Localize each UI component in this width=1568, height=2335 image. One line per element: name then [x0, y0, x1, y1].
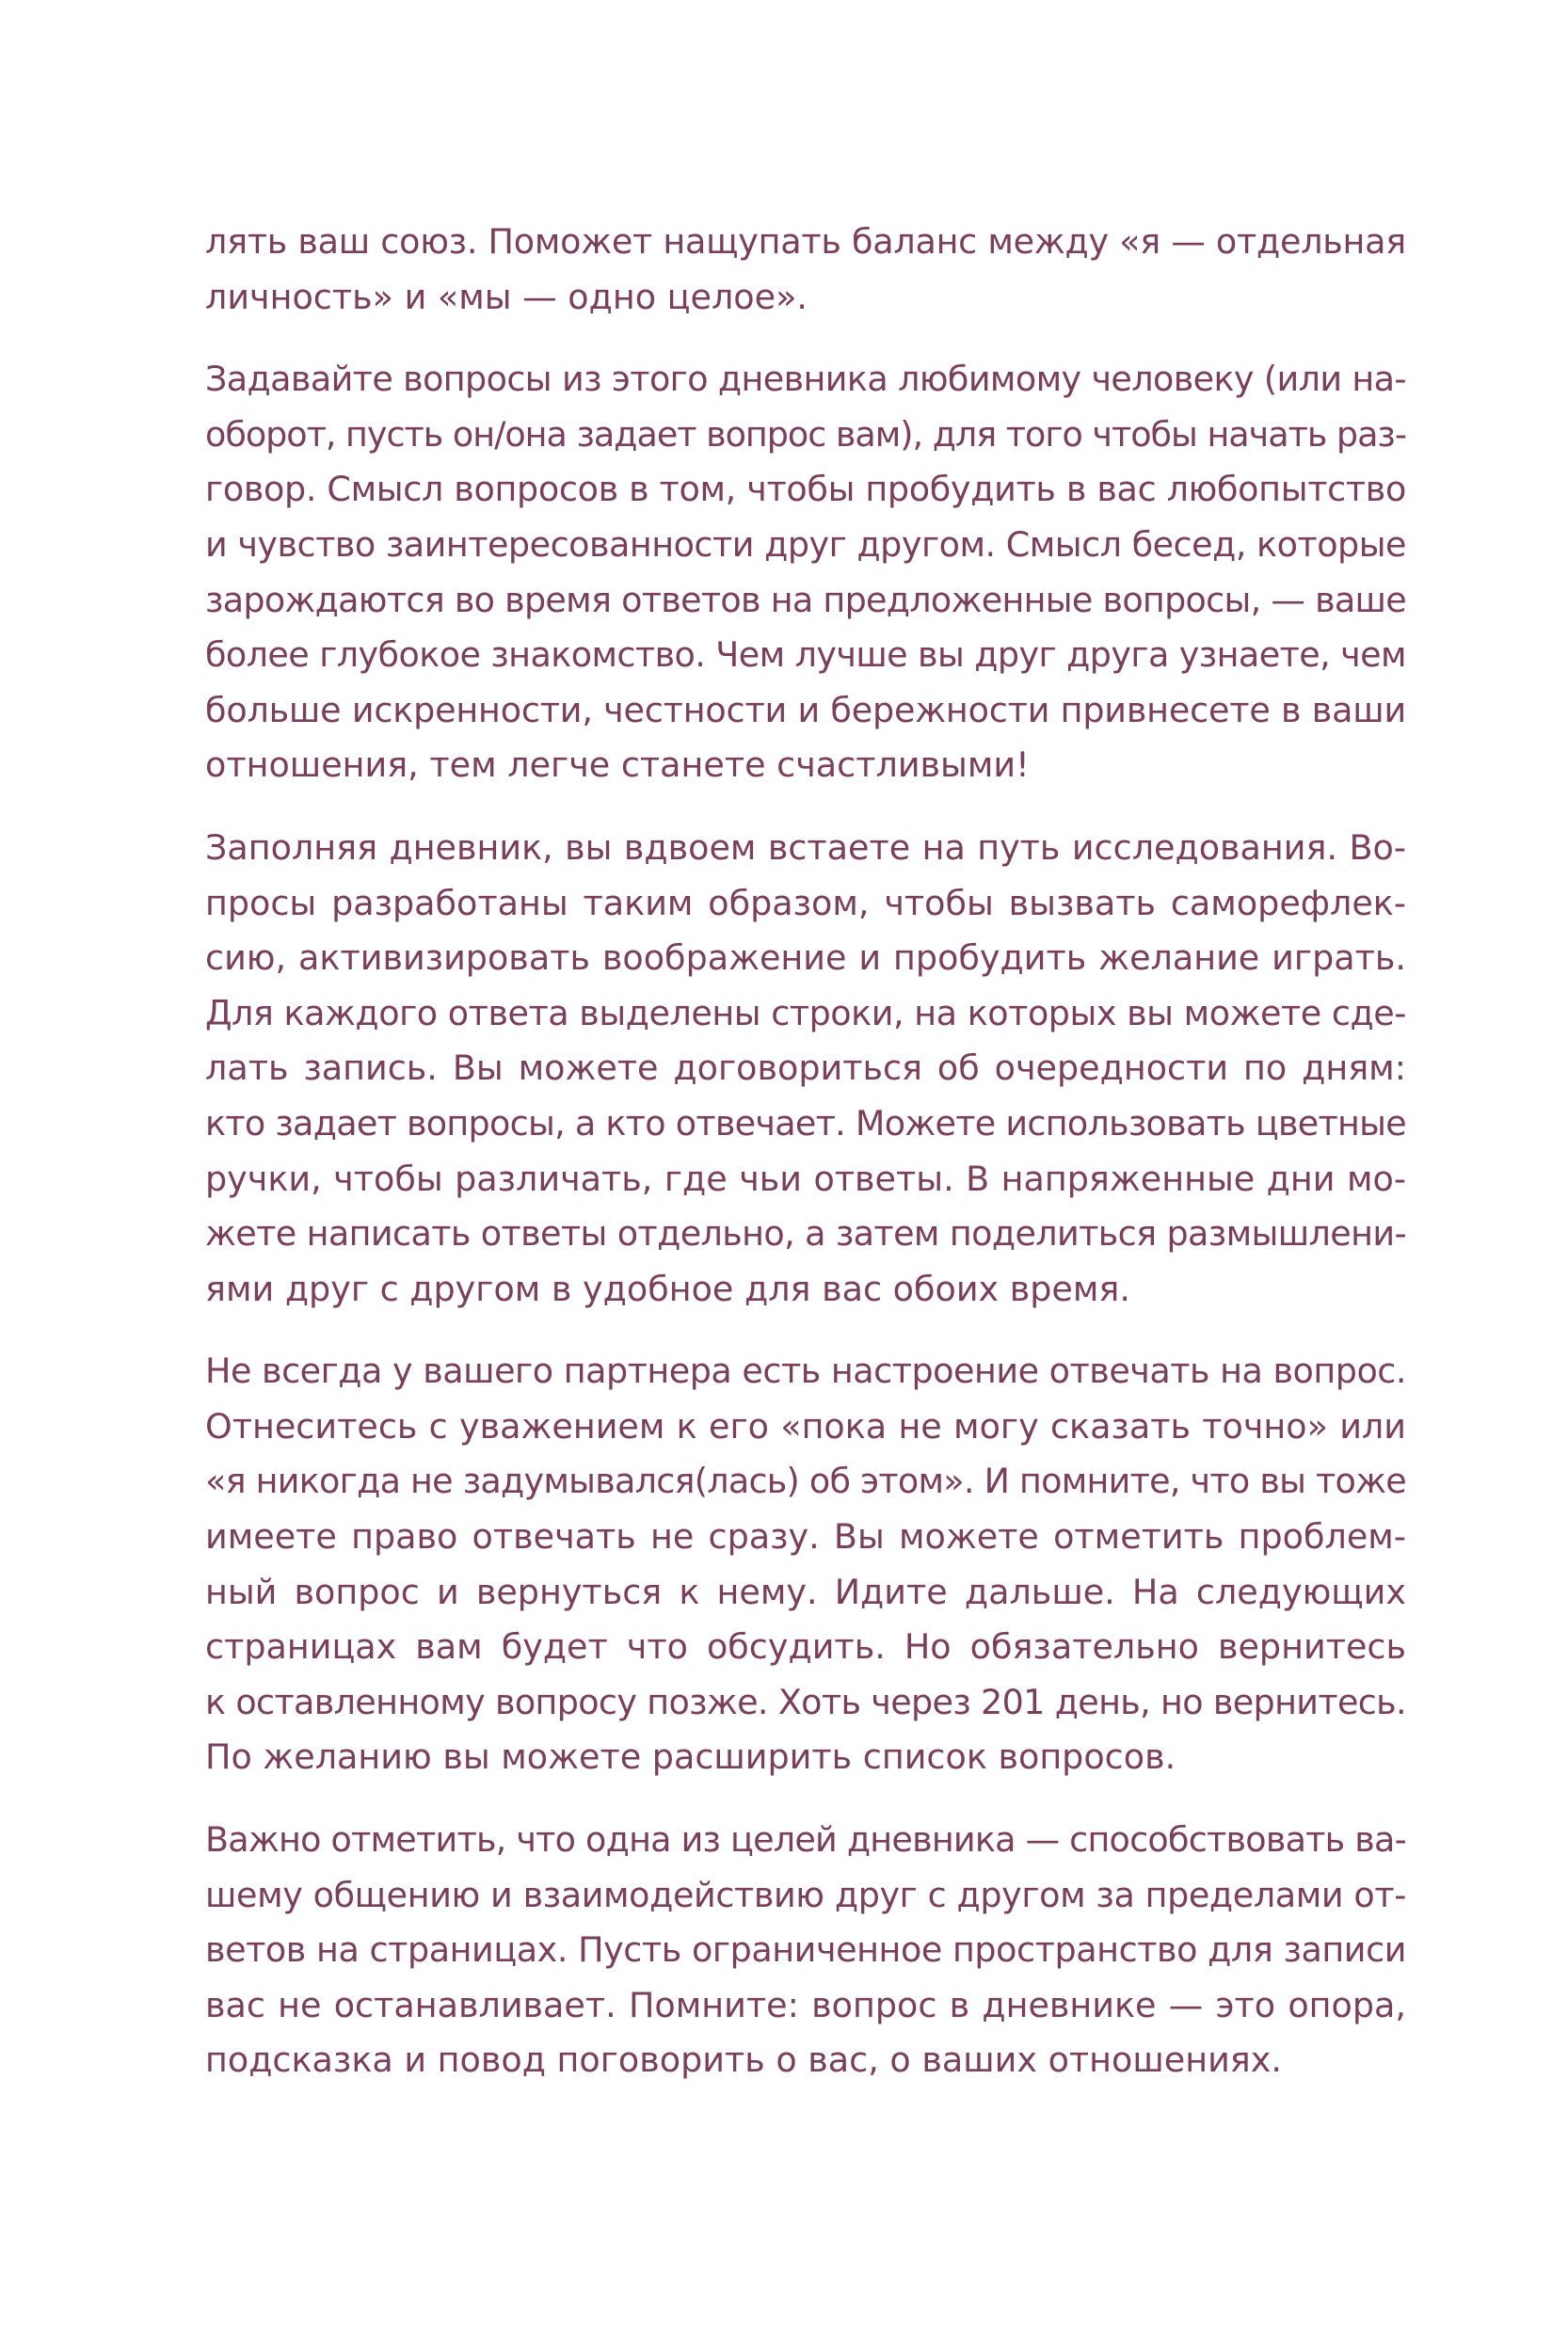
text-line: Важно отметить, что одна из целей дневника — способствовать ва- — [205, 1819, 1406, 1861]
text-line: и чувство заинтересованности друг другом. Смысл бесед, которые — [205, 523, 1406, 565]
text-line: По желанию вы можете расширить список вопросов. — [205, 1736, 1176, 1778]
paragraph — [205, 215, 1406, 325]
text-line: страницах вам будет что обсудить. Но обязательно вернитесь — [205, 1626, 1406, 1668]
text-line: больше искренности, честности и бережности привнесете в ваши — [205, 689, 1406, 730]
body-text — [205, 215, 1406, 2088]
text-line: вас не останавливает. Помните: вопрос в дневнике — это опора, — [205, 1984, 1406, 2025]
text-line: Отнеситесь с уважением к его «пока не могу сказать точно» или — [205, 1405, 1406, 1447]
text-line: зарождаются во время ответов на предложенные вопросы, — ваше — [205, 579, 1406, 620]
text-line: более глубокое знакомство. Чем лучше вы друг друга узнаете, чем — [205, 634, 1406, 676]
paragraph — [205, 352, 1406, 793]
text-line: кто задает вопросы, а кто отвечает. Можете использовать цветные — [205, 1102, 1406, 1144]
paragraph — [205, 1344, 1406, 1785]
text-line: к оставленному вопросу позже. Хоть через 201 день, но вернитесь. — [205, 1681, 1406, 1722]
text-line: личность» и «мы — одно целое». — [205, 276, 808, 317]
paragraph — [205, 1813, 1406, 2088]
text-line: сию, активизировать воображение и пробудить желание играть. — [205, 937, 1406, 979]
text-line: имеете право отвечать не сразу. Вы можете отметить проблем- — [205, 1516, 1406, 1558]
text-line: оборот, пусть он/она задает вопрос вам), для того чтобы начать раз- — [205, 413, 1406, 455]
text-line: Для каждого ответа выделены строки, на которых вы можете сде- — [205, 992, 1406, 1033]
text-line: жете написать ответы отдельно, а затем поделиться размышлени- — [205, 1213, 1406, 1255]
text-line: ями друг с другом в удобное для вас обоих время. — [205, 1268, 1130, 1309]
text-line: «я никогда не задумывался(лась) об этом». И помните, что вы тоже — [205, 1461, 1406, 1502]
text-line: Заполняя дневник, вы вдвоем встаете на путь исследования. Во- — [205, 826, 1406, 868]
text-line: Не всегда у вашего партнера есть настроение отвечать на вопрос. — [205, 1351, 1406, 1392]
text-line: ный вопрос и вернуться к нему. Идите дальше. На следующих — [205, 1571, 1406, 1612]
paragraph — [205, 821, 1406, 1317]
text-line: просы разработаны таким образом, чтобы вызвать саморефлек- — [205, 882, 1406, 923]
text-line: шему общению и взаимодействию друг с другом за пределами от- — [205, 1874, 1406, 1915]
text-line: лать запись. Вы можете договориться об очередности по дням: — [205, 1048, 1406, 1089]
text-line: лять ваш союз. Поможет нащупать баланс между «я — отдельная — [205, 221, 1406, 262]
text-line: ветов на страницах. Пусть ограниченное пространство для записи — [205, 1929, 1406, 1971]
text-line: говор. Смысл вопросов в том, чтобы пробудить в вас любопытство — [205, 469, 1406, 510]
text-line: ручки, чтобы различать, где чьи ответы. В напряженные дни мо- — [205, 1158, 1406, 1199]
text-line: подсказка и повод поговорить о вас, о ваших отношениях. — [205, 2039, 1282, 2081]
text-line: отношения, тем легче станете счастливыми! — [205, 744, 1030, 786]
text-line: Задавайте вопросы из этого дневника любимому человеку (или на- — [205, 359, 1406, 400]
